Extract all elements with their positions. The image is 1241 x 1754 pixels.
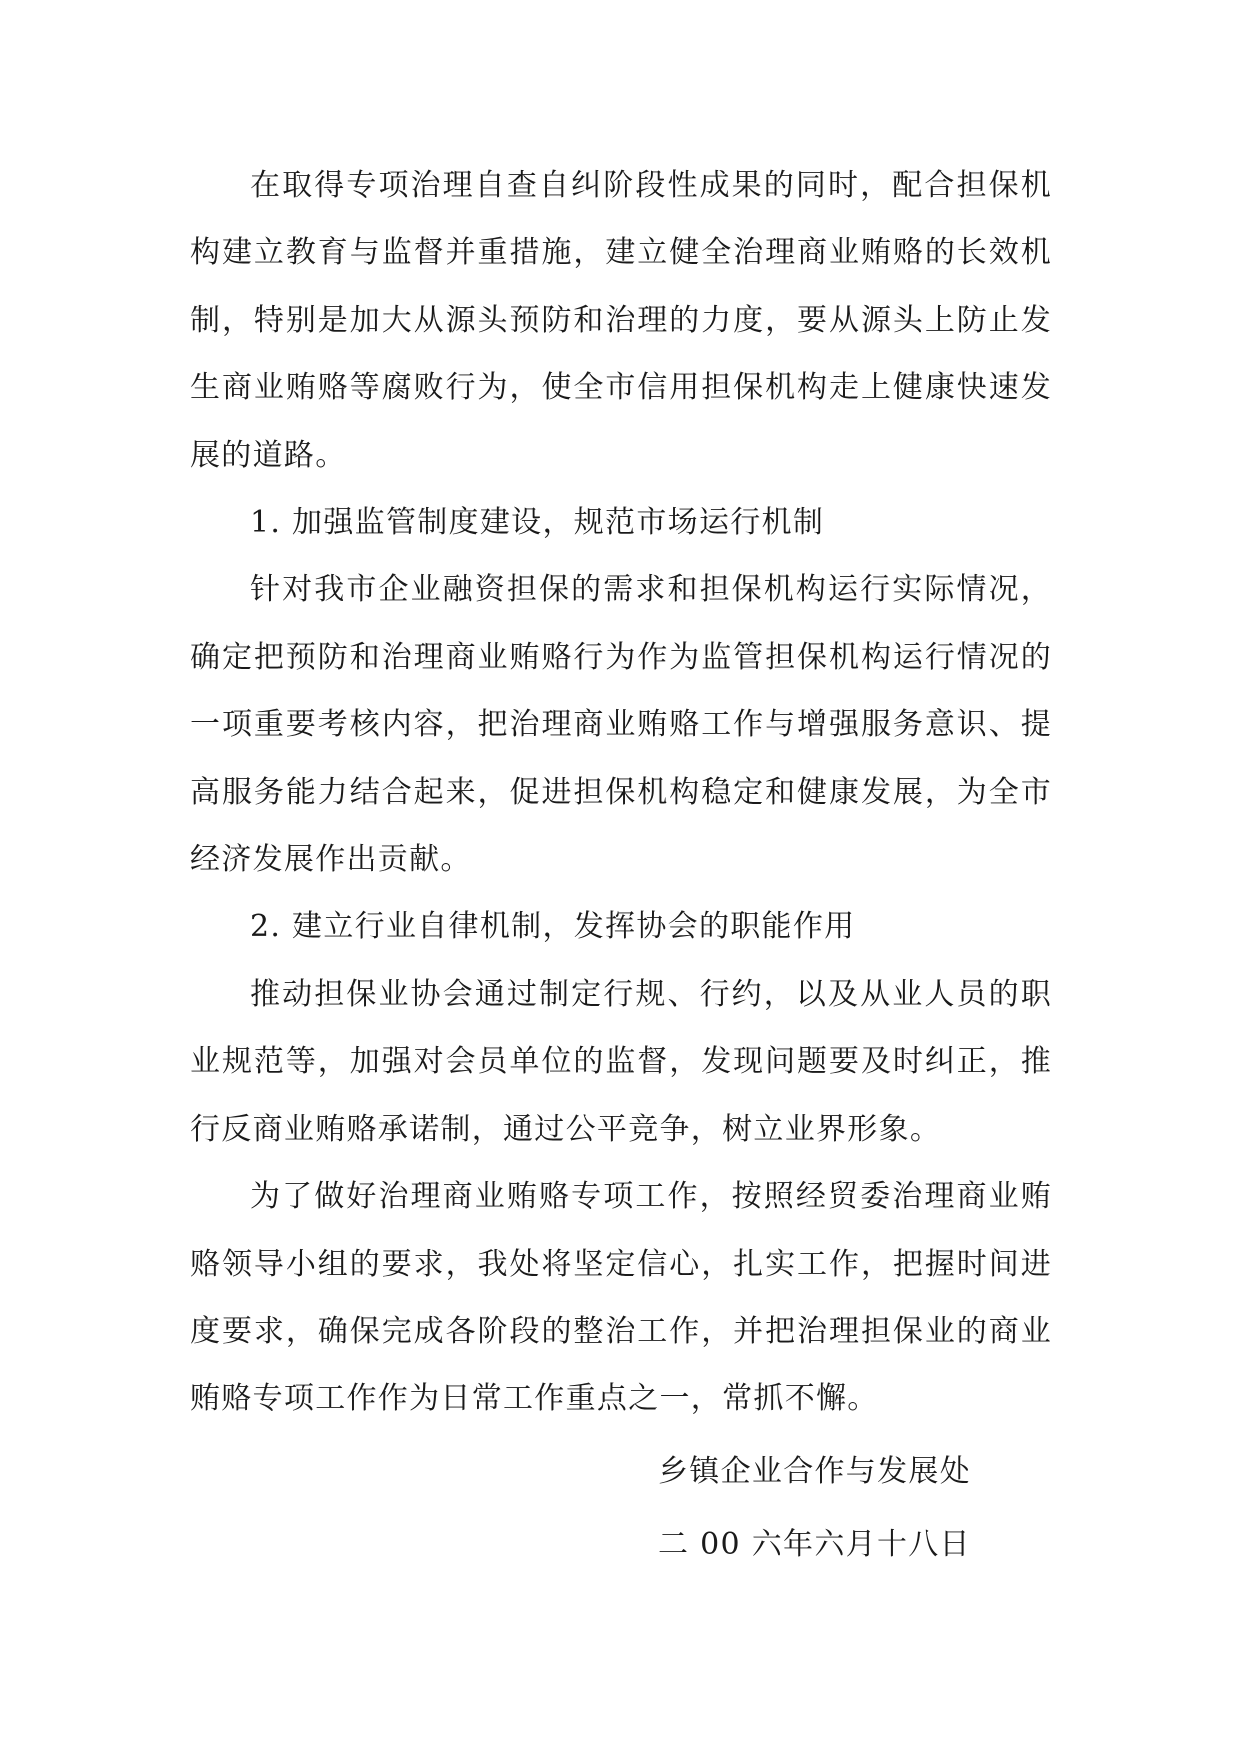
document-body xyxy=(190,152,1052,1433)
section-heading-2: 2. 建立行业自律机制，发挥协会的职能作用 xyxy=(250,909,856,945)
section-heading-1: 1. 加强监管制度建设，规范市场运行机制 xyxy=(250,505,825,541)
paragraph-conclusion: 为了做好治理商业贿赂专项工作，按照经贸委治理商业贿赂领导小组的要求，我处将坚定信心，扎实工作，把握时间进度要求，确保完成各阶段的整治工作，并把治理担保业的商业贿赂专项工作作为日常工作重点之一，常抓不懈。 xyxy=(190,1179,1052,1417)
paragraph-section-2: 推动担保业协会通过制定行规、行约，以及从业人员的职业规范等，加强对会员单位的监督，发现问题要及时纠正，推行反商业贿赂承诺制，通过公平竞争，树立业界形象。 xyxy=(190,976,1052,1147)
signature-block xyxy=(658,1435,1058,1581)
signature-date: 二 00 六年六月十八日 xyxy=(658,1527,971,1562)
paragraph-intro: 在取得专项治理自查自纠阶段性成果的同时，配合担保机构建立教育与监督并重措施，建立健全治理商业贿赂的长效机制，特别是加大从源头预防和治理的力度，要从源头上防止发生商业贿赂等腐败行为，使全市信用担保机构走上健康快速发展的道路。 xyxy=(190,168,1052,473)
signature-organization: 乡镇企业合作与发展处 xyxy=(658,1454,971,1489)
paragraph-section-1: 针对我市企业融资担保的需求和担保机构运行实际情况，确定把预防和治理商业贿赂行为作为监管担保机构运行情况的一项重要考核内容，把治理商业贿赂工作与增强服务意识、提高服务能力结合起来，促进担保机构稳定和健康发展，为全市经济发展作出贡献。 xyxy=(190,572,1052,878)
